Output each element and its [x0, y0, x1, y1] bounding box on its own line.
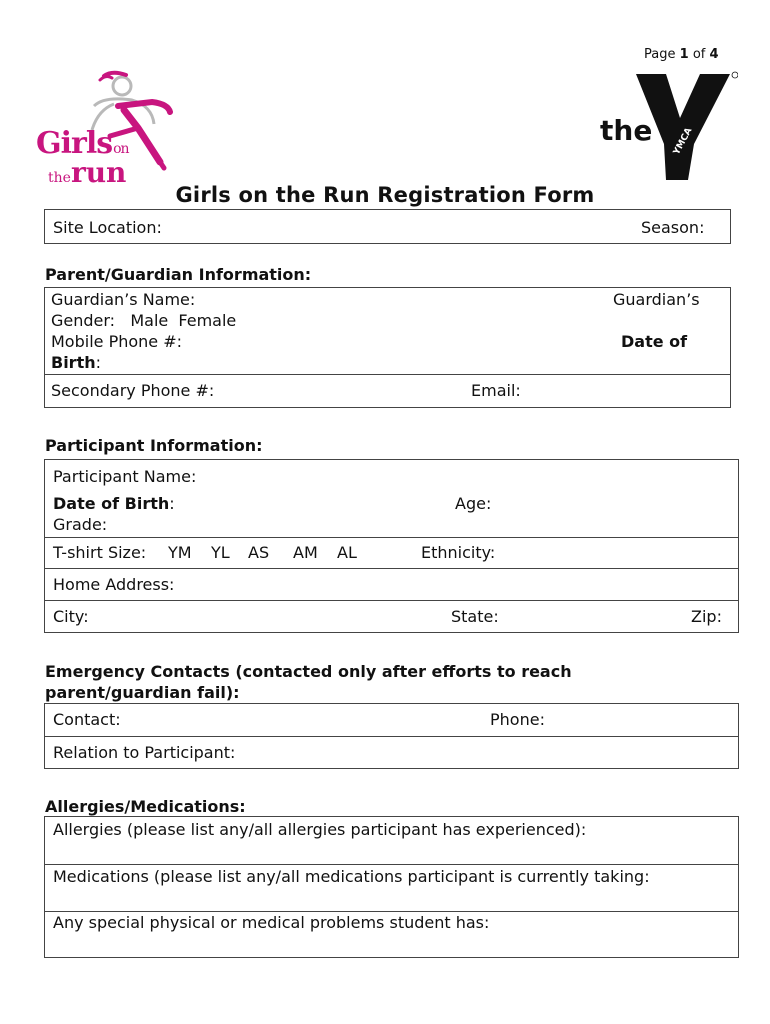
- tshirt-option-as[interactable]: AS: [248, 543, 270, 562]
- special-problems-label: Any special physical or medical problems student has:: [53, 913, 490, 932]
- medications-row: [45, 864, 738, 912]
- ymca-logo: [596, 70, 738, 186]
- guardian-section-heading: Parent/Guardian Information:: [45, 265, 312, 284]
- gender-label: Gender:: [51, 311, 116, 330]
- state-label: State:: [451, 607, 499, 626]
- season-label: Season:: [641, 218, 705, 237]
- page-current: 1: [679, 47, 689, 62]
- participant-box: [44, 459, 739, 633]
- guardian-box: [44, 287, 731, 408]
- logo-text-girls: Girls: [36, 126, 113, 161]
- ymca-the-text: the: [600, 114, 653, 147]
- ymca-text: YMCA: [672, 126, 695, 157]
- emergency-section-heading: [45, 661, 572, 703]
- page-number: [644, 47, 719, 62]
- allergies-label: Allergies (please list any/all allergies participant has experienced):: [53, 820, 587, 839]
- guardian-secondary-row: [45, 374, 730, 407]
- tshirt-option-am[interactable]: AM: [293, 543, 318, 562]
- grade-label: Grade:: [53, 515, 108, 534]
- emergency-heading-line2: parent/guardian fail):: [45, 683, 240, 702]
- site-location-label: Site Location:: [53, 218, 162, 237]
- home-address-label: Home Address:: [53, 575, 175, 594]
- ethnicity-label: Ethnicity:: [421, 543, 496, 562]
- guardian-dob-label: Date of: [621, 332, 688, 351]
- tshirt-row: [45, 537, 738, 570]
- tshirt-option-al[interactable]: AL: [337, 543, 357, 562]
- guardian-name-label: Guardian’s Name:: [51, 290, 196, 309]
- page-title: Girls on the Run Registration Form: [175, 183, 595, 207]
- gender-option-male[interactable]: Male: [130, 311, 169, 330]
- site-season-box: [44, 209, 731, 244]
- mobile-phone-label: Mobile Phone #:: [51, 332, 183, 351]
- page-total: 4: [709, 47, 719, 62]
- relation-row: [45, 736, 738, 768]
- tshirt-size-label: T-shirt Size:: [53, 543, 147, 562]
- tshirt-option-ym[interactable]: YM: [168, 543, 192, 562]
- dob-colon: :: [169, 494, 175, 513]
- zip-label: Zip:: [691, 607, 722, 626]
- gender-row: [51, 311, 236, 330]
- participant-dob-label: [53, 494, 175, 513]
- age-label: Age:: [455, 494, 492, 513]
- relation-label: Relation to Participant:: [53, 743, 236, 762]
- dob-text: Date of Birth: [53, 494, 170, 513]
- gender-option-female[interactable]: Female: [178, 311, 237, 330]
- city-label: City:: [53, 607, 89, 626]
- medical-box: [44, 816, 739, 958]
- tshirt-option-yl[interactable]: YL: [211, 543, 230, 562]
- medications-label: Medications (please list any/all medications participant is currently taking:: [53, 867, 650, 886]
- page-of: of: [692, 47, 706, 62]
- participant-name-label: Participant Name:: [53, 467, 197, 486]
- contact-label: Contact:: [53, 710, 121, 729]
- secondary-phone-label: Secondary Phone #:: [51, 381, 215, 400]
- birth-colon: :: [95, 353, 101, 372]
- emergency-phone-label: Phone:: [490, 710, 545, 729]
- girls-on-the-run-logo: [34, 66, 174, 189]
- guardian-right-label: Guardian’s: [613, 290, 700, 309]
- logo-text-the: the: [48, 170, 71, 186]
- emergency-heading-line1: Emergency Contacts (contacted only after efforts to reach: [45, 662, 572, 681]
- emergency-box: [44, 703, 739, 769]
- city-row: [45, 600, 738, 632]
- page-label: Page: [644, 47, 676, 62]
- address-row: [45, 568, 738, 601]
- guardian-birth-label: [51, 353, 101, 372]
- medical-section-heading: Allergies/Medications:: [45, 797, 246, 816]
- email-label: Email:: [471, 381, 521, 400]
- logo-text-run: run: [70, 156, 127, 189]
- logo-text-on: on: [113, 141, 129, 157]
- birth-text: Birth: [51, 353, 96, 372]
- participant-section-heading: Participant Information:: [45, 436, 263, 455]
- special-problems-row: [45, 911, 738, 957]
